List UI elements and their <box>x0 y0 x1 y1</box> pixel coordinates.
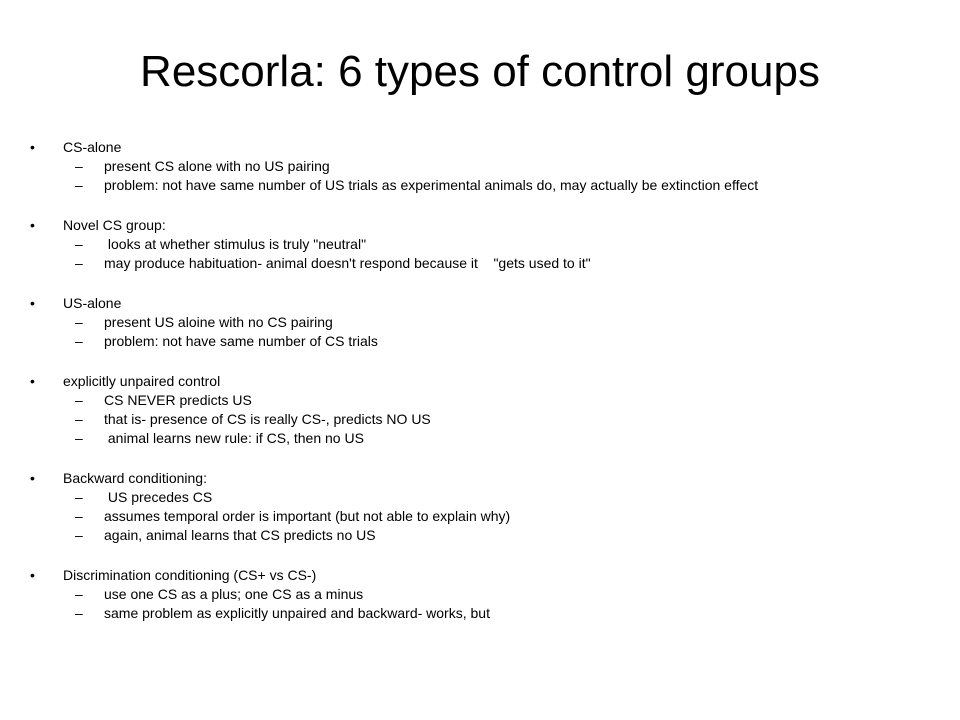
bullet-item <box>0 469 960 488</box>
dash-glyph: – <box>75 586 83 602</box>
sub-item-label: US precedes CS <box>104 489 213 505</box>
bullet-item-label: Backward conditioning: <box>63 470 207 486</box>
dash-glyph: – <box>75 177 83 193</box>
section-discrimination-conditioning <box>0 566 960 623</box>
dash-glyph: – <box>75 527 83 543</box>
sub-item <box>0 410 960 429</box>
dash-glyph: – <box>75 236 83 252</box>
bullet-glyph: • <box>30 567 35 583</box>
bullet-item-label: Discrimination conditioning (CS+ vs CS-) <box>63 567 317 583</box>
bullet-item-label: CS-alone <box>63 139 122 155</box>
section-backward-conditioning <box>0 469 960 545</box>
dash-glyph: – <box>75 508 83 524</box>
sub-item-label: present US aloine with no CS pairing <box>104 314 333 330</box>
sub-item <box>0 429 960 448</box>
sub-item-label: looks at whether stimulus is truly "neutral" <box>104 236 367 252</box>
slide-content <box>0 138 960 644</box>
bullet-item-label: explicitly unpaired control <box>63 373 221 389</box>
sub-item-label: CS NEVER predicts US <box>104 392 252 408</box>
bullet-item <box>0 138 960 157</box>
bullet-item <box>0 372 960 391</box>
sub-item-label: may produce habituation- animal doesn't respond because it "gets used to it" <box>104 255 591 271</box>
sub-item-label: again, animal learns that CS predicts no US <box>104 527 376 543</box>
dash-glyph: – <box>75 158 83 174</box>
sub-item-label: problem: not have same number of US trials as experimental animals do, may actually be extinction effect <box>104 177 759 193</box>
sub-item <box>0 507 960 526</box>
sub-item-label: that is- presence of CS is really CS-, predicts NO US <box>104 411 431 427</box>
sub-item-label: assumes temporal order is important (but not able to explain why) <box>104 508 511 524</box>
sub-item <box>0 176 960 195</box>
sub-item <box>0 157 960 176</box>
dash-glyph: – <box>75 314 83 330</box>
section-novel-cs-group <box>0 216 960 273</box>
bullet-item-label: Novel CS group: <box>63 217 166 233</box>
sub-item-label: same problem as explicitly unpaired and backward- works, but <box>104 605 490 621</box>
sub-item <box>0 604 960 623</box>
sub-item <box>0 488 960 507</box>
bullet-item <box>0 216 960 235</box>
dash-glyph: – <box>75 392 83 408</box>
section-cs-alone <box>0 138 960 195</box>
bullet-glyph: • <box>30 373 35 389</box>
dash-glyph: – <box>75 430 83 446</box>
sub-item-label: animal learns new rule: if CS, then no US <box>104 430 364 446</box>
bullet-item-label: US-alone <box>63 295 122 311</box>
slide-title: Rescorla: 6 types of control groups <box>140 47 820 96</box>
dash-glyph: – <box>75 333 83 349</box>
sub-item <box>0 313 960 332</box>
sub-item-label: problem: not have same number of CS trials <box>104 333 378 349</box>
bullet-glyph: • <box>30 217 35 233</box>
dash-glyph: – <box>75 489 83 505</box>
dash-glyph: – <box>75 411 83 427</box>
sub-item <box>0 254 960 273</box>
bullet-item <box>0 566 960 585</box>
dash-glyph: – <box>75 605 83 621</box>
sub-item-label: use one CS as a plus; one CS as a minus <box>104 586 364 602</box>
sub-item <box>0 391 960 410</box>
section-explicitly-unpaired-control <box>0 372 960 448</box>
sub-item <box>0 332 960 351</box>
bullet-glyph: • <box>30 470 35 486</box>
sub-item <box>0 235 960 254</box>
bullet-item <box>0 294 960 313</box>
sub-item <box>0 585 960 604</box>
dash-glyph: – <box>75 255 83 271</box>
bullet-glyph: • <box>30 295 35 311</box>
bullet-glyph: • <box>30 139 35 155</box>
section-us-alone <box>0 294 960 351</box>
sub-item <box>0 526 960 545</box>
sub-item-label: present CS alone with no US pairing <box>104 158 330 174</box>
